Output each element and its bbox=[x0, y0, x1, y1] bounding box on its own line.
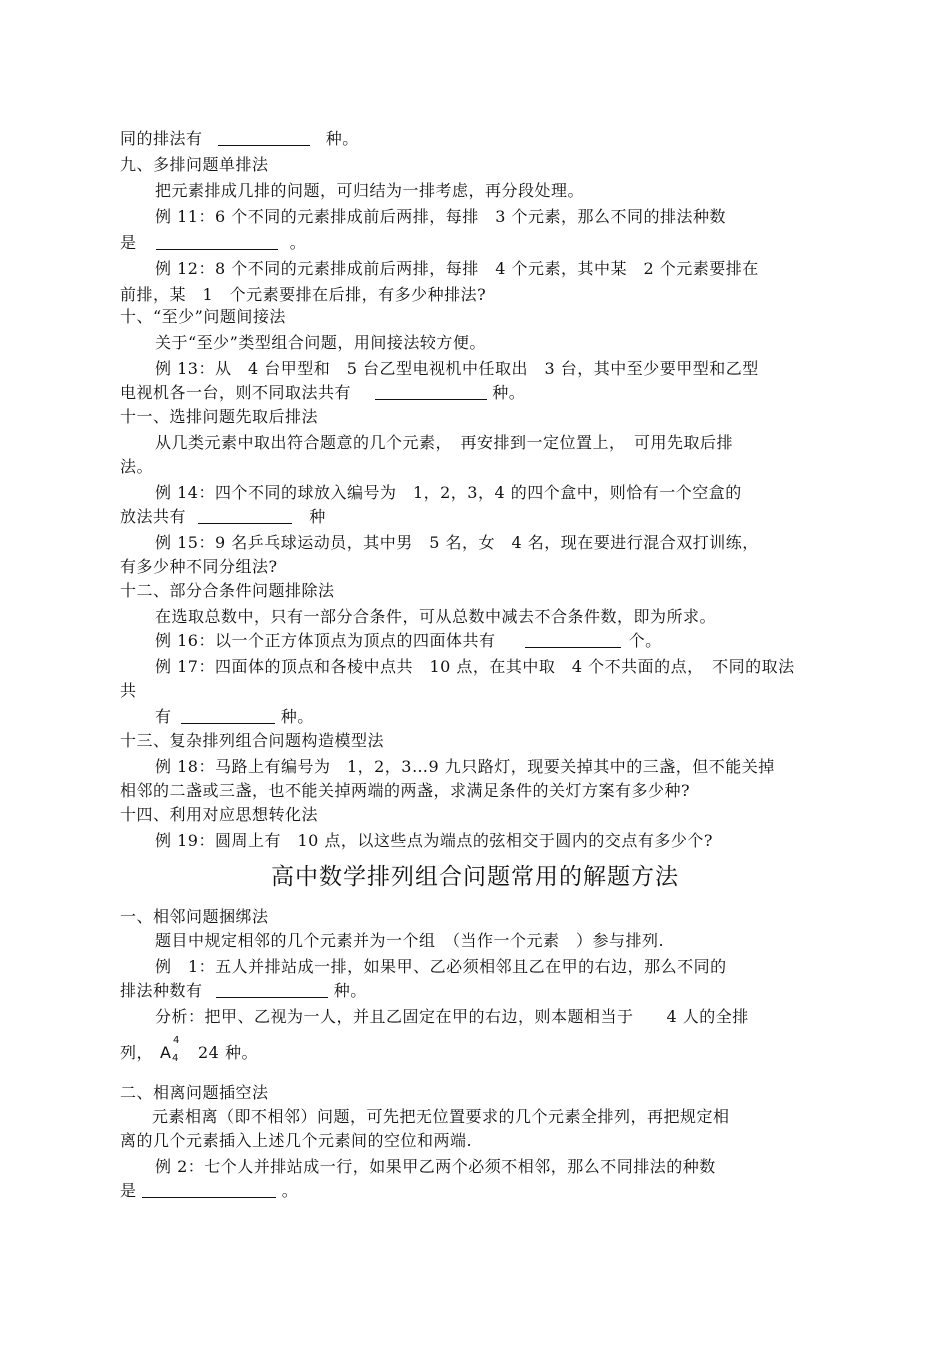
example-14-line-2 bbox=[120, 506, 326, 528]
paragraph-line: 在选取总数中，只有一部分合条件，可从总数中减去不合条件数，即为所求。 bbox=[155, 607, 717, 626]
answer-blank bbox=[181, 707, 275, 724]
permutation-symbol: A bbox=[160, 1043, 172, 1062]
text: 列， bbox=[120, 1043, 154, 1062]
text: 。 bbox=[289, 233, 307, 252]
paragraph-line: 题目中规定相邻的几个元素并为一个组 （当作一个元素 ）参与排列. bbox=[155, 931, 665, 950]
section-heading-13: 十三、复杂排列组合问题构造模型法 bbox=[120, 731, 385, 750]
paragraph-line: 离的几个元素插入上述几个元素间的空位和两端. bbox=[120, 1131, 473, 1150]
example-1-line-2 bbox=[120, 980, 367, 1002]
text: 是 bbox=[120, 1181, 137, 1200]
page-title: 高中数学排列组合问题常用的解题方法 bbox=[271, 864, 679, 890]
example-2-line-2 bbox=[120, 1180, 298, 1202]
text: 例 16：以一个正方体顶点为顶点的四面体共有 bbox=[155, 631, 496, 650]
text: 种。 bbox=[325, 129, 359, 148]
text: 排法种数有 bbox=[120, 981, 203, 1000]
example-15-line-2: 有多少种不同分组法? bbox=[120, 557, 278, 576]
section-heading-2: 二、相离问题插空法 bbox=[120, 1083, 269, 1102]
text: 同的排法有 bbox=[120, 129, 203, 148]
section-heading-10: 十、“至少”问题间接法 bbox=[120, 307, 286, 326]
example-18-line-2: 相邻的二盏或三盏，也不能关掉两端的两盏，求满足条件的关灯方案有多少种? bbox=[120, 781, 691, 800]
answer-blank bbox=[218, 129, 310, 146]
example-18-line-1: 例 18：马路上有编号为 1，2，3…9 九只路灯，现要关掉其中的三盏，但不能关掉 bbox=[155, 757, 775, 776]
paragraph-line: 元素相离（即不相邻）问题，可先把无位置要求的几个元素全排列，再把规定相 bbox=[152, 1107, 730, 1126]
line-1 bbox=[120, 128, 359, 150]
text: 有 bbox=[155, 707, 172, 726]
text: 种 bbox=[309, 507, 326, 526]
example-12-line-1: 例 12：8 个不同的元素排成前后两排，每排 4 个元素，其中某 2 个元素要排在 bbox=[155, 259, 759, 278]
example-11-line-1: 例 11：6 个不同的元素排成前后两排，每排 3 个元素，那么不同的排法种数 bbox=[155, 207, 726, 226]
example-17-line-3 bbox=[155, 706, 314, 728]
paragraph-line: 法。 bbox=[120, 457, 154, 476]
result-text: 24 种。 bbox=[198, 1043, 258, 1062]
answer-blank bbox=[142, 1181, 276, 1198]
example-15-line-1: 例 15：9 名乒乓球运动员，其中男 5 名，女 4 名，现在要进行混合双打训练， bbox=[155, 533, 759, 552]
permutation-subscript: 4 bbox=[172, 1053, 179, 1064]
paragraph-line: 关于“至少”类型组合问题，用间接法较方便。 bbox=[155, 333, 486, 352]
text: 放法共有 bbox=[120, 507, 187, 526]
example-13-line-1: 例 13：从 4 台甲型和 5 台乙型电视机中任取出 3 台，其中至少要甲型和乙型 bbox=[155, 359, 759, 378]
answer-blank bbox=[525, 631, 621, 648]
text: 个。 bbox=[628, 631, 662, 650]
example-16-line bbox=[155, 630, 662, 652]
answer-blank bbox=[375, 383, 487, 400]
text: 种。 bbox=[280, 707, 314, 726]
section-heading-9: 九、多排问题单排法 bbox=[120, 155, 269, 174]
analysis-line-1: 分析：把甲、乙视为一人，并且乙固定在甲的右边，则本题相当于 4 人的全排 bbox=[155, 1007, 749, 1026]
section-heading-14: 十四、利用对应思想转化法 bbox=[120, 805, 319, 824]
example-12-line-2: 前排，某 1 个元素要排在后排，有多少种排法? bbox=[120, 285, 487, 304]
paragraph-line: 把元素排成几排的问题，可归结为一排考虑，再分段处理。 bbox=[155, 181, 585, 200]
example-1-line-1: 例 1：五人并排站成一排，如果甲、乙必须相邻且乙在甲的右边，那么不同的 bbox=[155, 957, 727, 976]
section-heading-1: 一、相邻问题捆绑法 bbox=[120, 907, 269, 926]
answer-blank bbox=[198, 507, 292, 524]
example-17-line-2: 共 bbox=[120, 681, 137, 700]
permutation-superscript: 4 bbox=[173, 1035, 180, 1046]
example-2-line-1: 例 2：七个人并排站成一行，如果甲乙两个必须不相邻，那么不同排法的种数 bbox=[155, 1157, 716, 1176]
example-19-line: 例 19：圆周上有 10 点，以这些点为端点的弦相交于圆内的交点有多少个? bbox=[155, 831, 713, 850]
answer-blank bbox=[216, 981, 328, 998]
paragraph-line: 从几类元素中取出符合题意的几个元素， 再安排到一定位置上， 可用先取后排 bbox=[155, 433, 734, 452]
text: 种。 bbox=[492, 383, 526, 402]
text: 电视机各一台，则不同取法共有 bbox=[120, 383, 352, 402]
example-17-line-1: 例 17：四面体的顶点和各棱中点共 10 点，在其中取 4 个不共面的点， 不同的取法 bbox=[155, 657, 795, 676]
answer-blank bbox=[156, 233, 278, 250]
text: 。 bbox=[281, 1181, 299, 1200]
example-11-line-2 bbox=[120, 232, 306, 254]
example-13-line-2 bbox=[120, 382, 525, 404]
text: 种。 bbox=[333, 981, 367, 1000]
text: 是 bbox=[120, 233, 137, 252]
section-heading-11: 十一、选排问题先取后排法 bbox=[120, 407, 319, 426]
analysis-line-2 bbox=[120, 1035, 270, 1064]
section-heading-12: 十二、部分合条件问题排除法 bbox=[120, 581, 335, 600]
example-14-line-1: 例 14：四个不同的球放入编号为 1，2，3，4 的四个盒中，则恰有一个空盒的 bbox=[155, 483, 742, 502]
